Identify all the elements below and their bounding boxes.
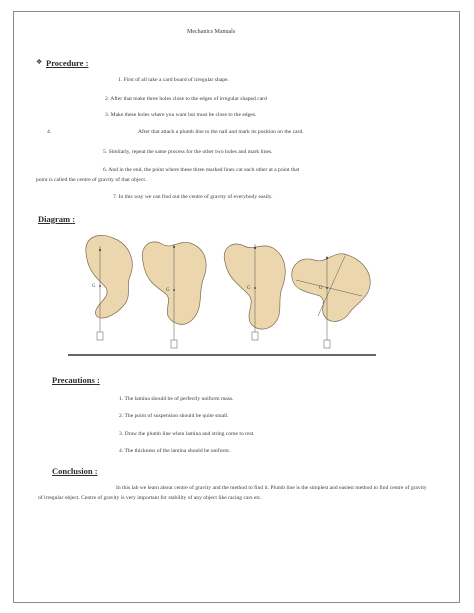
suspension-point bbox=[326, 257, 328, 259]
precaution-item: 3. Draw the plumb line when lamina and string come to rest. bbox=[119, 431, 255, 437]
precaution-item: 4. The thickness of the lamina should be uniform. bbox=[119, 448, 231, 454]
centre-of-gravity-point bbox=[173, 289, 175, 291]
suspension-point bbox=[254, 247, 256, 249]
header-title: Mechanics Manuals bbox=[187, 29, 236, 35]
conclusion-heading: Conclusion : bbox=[52, 466, 98, 476]
procedure-step: 3. Make these holes where you want but must be close to the edges. bbox=[105, 112, 257, 118]
plumb-bob bbox=[324, 340, 330, 348]
procedure-step: 5. Similarly, repeat the same process for the other two holes and mark lines. bbox=[103, 149, 273, 155]
precaution-item: 2. The point of suspension should be quite small. bbox=[119, 413, 229, 419]
cg-label: G bbox=[166, 288, 170, 293]
procedure-step: 2. After that make three holes close to the edges of irregular shaped card bbox=[105, 96, 267, 102]
lamina-shape bbox=[224, 244, 285, 329]
suspension-point bbox=[99, 249, 101, 251]
procedure-step: After that attach a plumb line to the nail and mark its position on the card. bbox=[138, 129, 304, 135]
centre-of-gravity-point bbox=[326, 287, 328, 289]
plumb-bob bbox=[97, 332, 103, 340]
procedure-step: 1. First of all take a card board of irregular shape. bbox=[118, 77, 229, 83]
cg-label: G bbox=[319, 286, 323, 291]
plumb-bob bbox=[252, 332, 258, 340]
plumb-bob bbox=[171, 340, 177, 348]
centre-of-gravity-point bbox=[99, 285, 101, 287]
conclusion-text: In this lab we learn about centre of gravity and the method to find it. Plumb line is the simplest and easiest method to find centre of gravity of irregular object. Centre of gravity is very important for stability of any object like racing cars etc. bbox=[38, 485, 427, 501]
procedure-heading: Procedure : bbox=[46, 58, 89, 68]
procedure-step-number: 4. bbox=[47, 129, 52, 135]
procedure-step: point is called the centre of gravity of that object. bbox=[36, 177, 147, 183]
centre-of-gravity-point bbox=[254, 287, 256, 289]
precaution-item: 1. The lamina should be of perfectly uniform mass. bbox=[119, 396, 234, 402]
bullet-diamond-icon: ❖ bbox=[36, 58, 43, 66]
cg-label: G bbox=[247, 286, 251, 291]
procedure-step: 6. And in the end, the point where these three marked lines cut each other at a point that bbox=[103, 167, 300, 173]
cg-label: G bbox=[92, 284, 96, 289]
lamina-shape bbox=[86, 235, 132, 318]
precautions-heading: Precautions : bbox=[52, 375, 100, 385]
diagram-heading: Diagram : bbox=[38, 214, 76, 224]
suspension-point bbox=[173, 246, 175, 248]
procedure-step: 7. In this way we can find out the centre of gravity of everybody easily. bbox=[113, 194, 273, 200]
